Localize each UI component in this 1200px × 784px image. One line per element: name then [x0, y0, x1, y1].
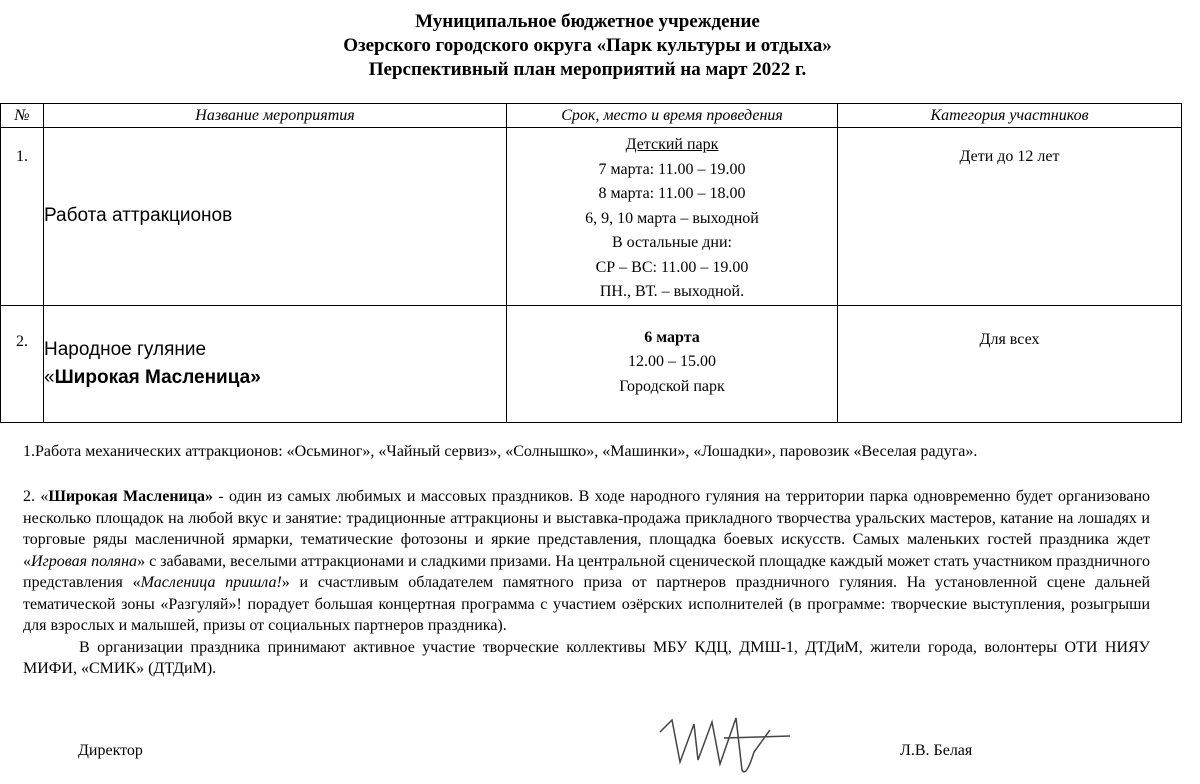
note-italic-name: Масленица пришла! — [140, 574, 282, 591]
signer-title: Директор — [78, 742, 143, 759]
schedule-line: 8 марта: 11.00 – 18.00 — [598, 185, 746, 202]
column-header-event-name: Название мероприятия — [44, 104, 507, 128]
note-attractions: 1.Работа механических аттракционов: «Осьминог», «Чайный сервиз», «Солнышко», «Машинки», «Лошадки», паровозик «Веселая радуга». — [23, 443, 978, 460]
schedule-line: 7 марта: 11.00 – 19.00 — [598, 160, 746, 178]
event-name-line — [44, 364, 506, 392]
schedule-line: СР – ВС: 11.00 – 19.00 — [595, 258, 749, 276]
header-organization-type: Муниципальное бюджетное учреждение — [415, 11, 760, 32]
header-organization-name: Озерского городского округа «Парк культуры и отдыха» — [343, 35, 832, 56]
participant-category: Дети до 12 лет — [838, 128, 1182, 306]
handwritten-signature — [650, 712, 800, 782]
event-schedule — [507, 305, 838, 422]
event-schedule — [507, 128, 838, 306]
events-table — [0, 103, 1182, 423]
note-text: » и счастливым обладателем памятного приза от партнеров праздничного гуляния. На установленной сцене дальней тематической зоны «Разгуляй»! порадует большая концертная программа с участием озёрских исполнителей (в программе: творческие выступления, розыгрыши для взрослых и малышей, призы от социальных партнеров праздника). — [23, 574, 1150, 634]
paragraph-organizers: В организации праздника принимают активное участие творческие коллективы МБУ КДЦ, ДМШ-1, ДТДиМ, жители города, волонтеры ОТИ НИЯУ МИФИ, «СМИК» (ДТДиМ). — [23, 638, 1150, 677]
column-header-number: № — [1, 104, 44, 128]
event-name-line: Народное гуляние — [44, 338, 207, 360]
participant-category: Для всех — [838, 305, 1182, 422]
note-text: » с забавами, веселыми аттракционами и сладкими призами. На центральной сценической площадке каждый может стать участником праздничного представления « — [23, 552, 1150, 591]
schedule-line: 6, 9, 10 марта – выходной — [585, 209, 759, 227]
column-header-participants: Категория участников — [838, 104, 1182, 128]
signer-name: Л.В. Белая — [900, 742, 973, 759]
note-maslenitsa — [23, 486, 1150, 680]
schedule-line: ПН., ВТ. – выходной. — [599, 283, 745, 300]
note-prefix: 2. « — [23, 488, 49, 505]
event-time: 12.00 – 15.00 — [628, 353, 716, 370]
schedule-line: В остальные дни: — [611, 234, 732, 251]
event-name — [44, 305, 507, 422]
row-number: 1. — [1, 128, 44, 306]
row-number: 2. — [1, 305, 44, 422]
table-header-row — [1, 104, 1182, 128]
document-header — [0, 10, 1175, 82]
note-event-name: Широкая Масленица» — [48, 488, 213, 505]
table-row — [1, 128, 1182, 306]
paragraph-maslenitsa — [23, 486, 1150, 637]
quote-mark: « — [44, 366, 55, 388]
event-name: Работа аттракционов — [44, 128, 507, 306]
event-place: Детский парк — [625, 136, 719, 153]
table-row — [1, 305, 1182, 422]
header-plan-title: Перспективный план мероприятий на март 2022 г. — [368, 59, 807, 80]
note-italic-name: Игровая поляна — [31, 552, 138, 570]
event-place: Городской парк — [619, 377, 725, 395]
event-date: 6 марта — [644, 328, 700, 346]
note-text: - один из самых любимых и массовых праздников. В ходе народного гуляния на территории парка одновременно будет организовано несколько площадок на любой вкус и занятие: традиционные аттракционы и выставка-продажа прикладного творчества уральских мастеров, катание на лошадях и торговые ряды масленичной ярмарки, тематические фотозоны и яркие представления, площадка боевых искусств. Самых маленьких гостей праздника ждет « — [23, 488, 1151, 570]
column-header-schedule: Срок, место и время проведения — [507, 104, 838, 128]
event-name-bold: Широкая Масленица» — [54, 366, 261, 388]
